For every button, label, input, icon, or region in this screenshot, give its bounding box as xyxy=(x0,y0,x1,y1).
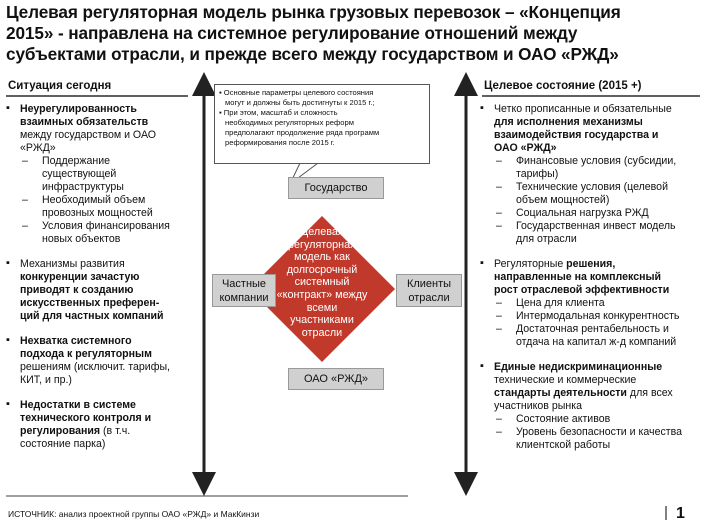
right-sub-8: – Состояние активов xyxy=(494,413,706,426)
title-line-1: Целевая регуляторная модель рынка грузовых перевозок – «Концепция xyxy=(6,2,621,22)
left-sub-3: – Условия финансирования новых объектов xyxy=(20,220,196,246)
source-note: ИСТОЧНИК: анализ проектной группы ОАО «РЖД» и МакКинзи xyxy=(8,509,260,519)
right-item-3: ▪ Единые недискриминационные технические и коммерческие стандарты деятельности для всех участников рынка – Состояние активов – Уровень безопасности и качества клиентской работы xyxy=(478,361,706,452)
left-item-3: ▪ Нехватка системного подхода к регуляторным решениям (исключит. тарифы, КИТ, и пр.) xyxy=(4,335,196,387)
left-header: Ситуация сегодня xyxy=(8,80,112,92)
right-sub-5: – Цена для клиента xyxy=(494,297,706,310)
state-box: Государство xyxy=(288,177,384,199)
title-line-3: субъектами отрасли, и прежде всего между государством и ОАО «РЖД» xyxy=(6,44,619,64)
right-sub-4: – Государственная инвест модель для отрасли xyxy=(494,220,706,246)
title-line-2: 2015» - направлена на системное регулирование отношений между xyxy=(6,23,578,43)
page-number: 1 xyxy=(676,505,685,522)
left-item-2: ▪ Механизмы развития конкуренции зачастую приводят к созданию искусственных преферен- ций для частных компаний xyxy=(4,258,196,323)
industry-clients-box: Клиенты отрасли xyxy=(396,274,462,307)
left-item-1: ▪ Неурегулированность взаимных обязательств между государством и ОАО «РЖД» – Поддержание существующей инфраструктуры – Необходимый объем провозных мощностей – Условия финансирования новых объектов xyxy=(4,103,196,246)
right-sub-1: – Финансовые условия (субсидии, тарифы) xyxy=(494,155,706,181)
right-column xyxy=(478,103,706,464)
right-sub-6: – Интермодальная конкурентность xyxy=(494,310,706,323)
right-sub-9: – Уровень безопасности и качества клиентской работы xyxy=(494,426,706,452)
left-item-4: ▪ Недостатки в системе технического контроля и регулирования (в т.ч. состояние парка) xyxy=(4,399,196,451)
private-companies-box: Частные компании xyxy=(212,274,276,307)
right-sub-7: – Достаточная рентабельность и отдача на капитал ж-д компаний xyxy=(494,323,706,349)
right-item-2: ▪ Регуляторные решения, направленные на комплексный рост отраслевой эффективности – Цена для клиента – Интермодальная конкурентность – Достаточная рентабельность и отдача на капитал ж-д компаний xyxy=(478,258,706,349)
right-item-1: ▪ Четко прописанные и обязательные для исполнения механизмы взаимодействия государства и ОАО «РЖД» – Финансовые условия (субсидии, тарифы) – Технические условия (целевой объем мощностей) – Социальная нагрузка РЖД – Государственная инвест модель для отрасли xyxy=(478,103,706,246)
left-sub-2: – Необходимый объем провозных мощностей xyxy=(20,194,196,220)
right-sub-2: – Технические условия (целевой объем мощностей) xyxy=(494,181,706,207)
right-header: Целевое состояние (2015 +) xyxy=(484,80,642,92)
left-column xyxy=(4,103,196,463)
left-sub-1: – Поддержание существующей инфраструктуры xyxy=(20,155,196,194)
rzd-box: ОАО «РЖД» xyxy=(288,368,384,390)
right-sub-3: – Социальная нагрузка РЖД xyxy=(494,207,706,220)
model-text: Целевая регуляторная модель как долгосрочный системный «контракт» между всеми участниками отрасли xyxy=(276,226,368,339)
note-callout: ▪ Основные параметры целевого состояния могут и должны быть достигнуты к 2015 г.; ▪ При этом, масштаб и сложность необходимых регуляторных реформ предполагают продолжение ряда программ реформирования после 2015 г. xyxy=(214,84,430,164)
